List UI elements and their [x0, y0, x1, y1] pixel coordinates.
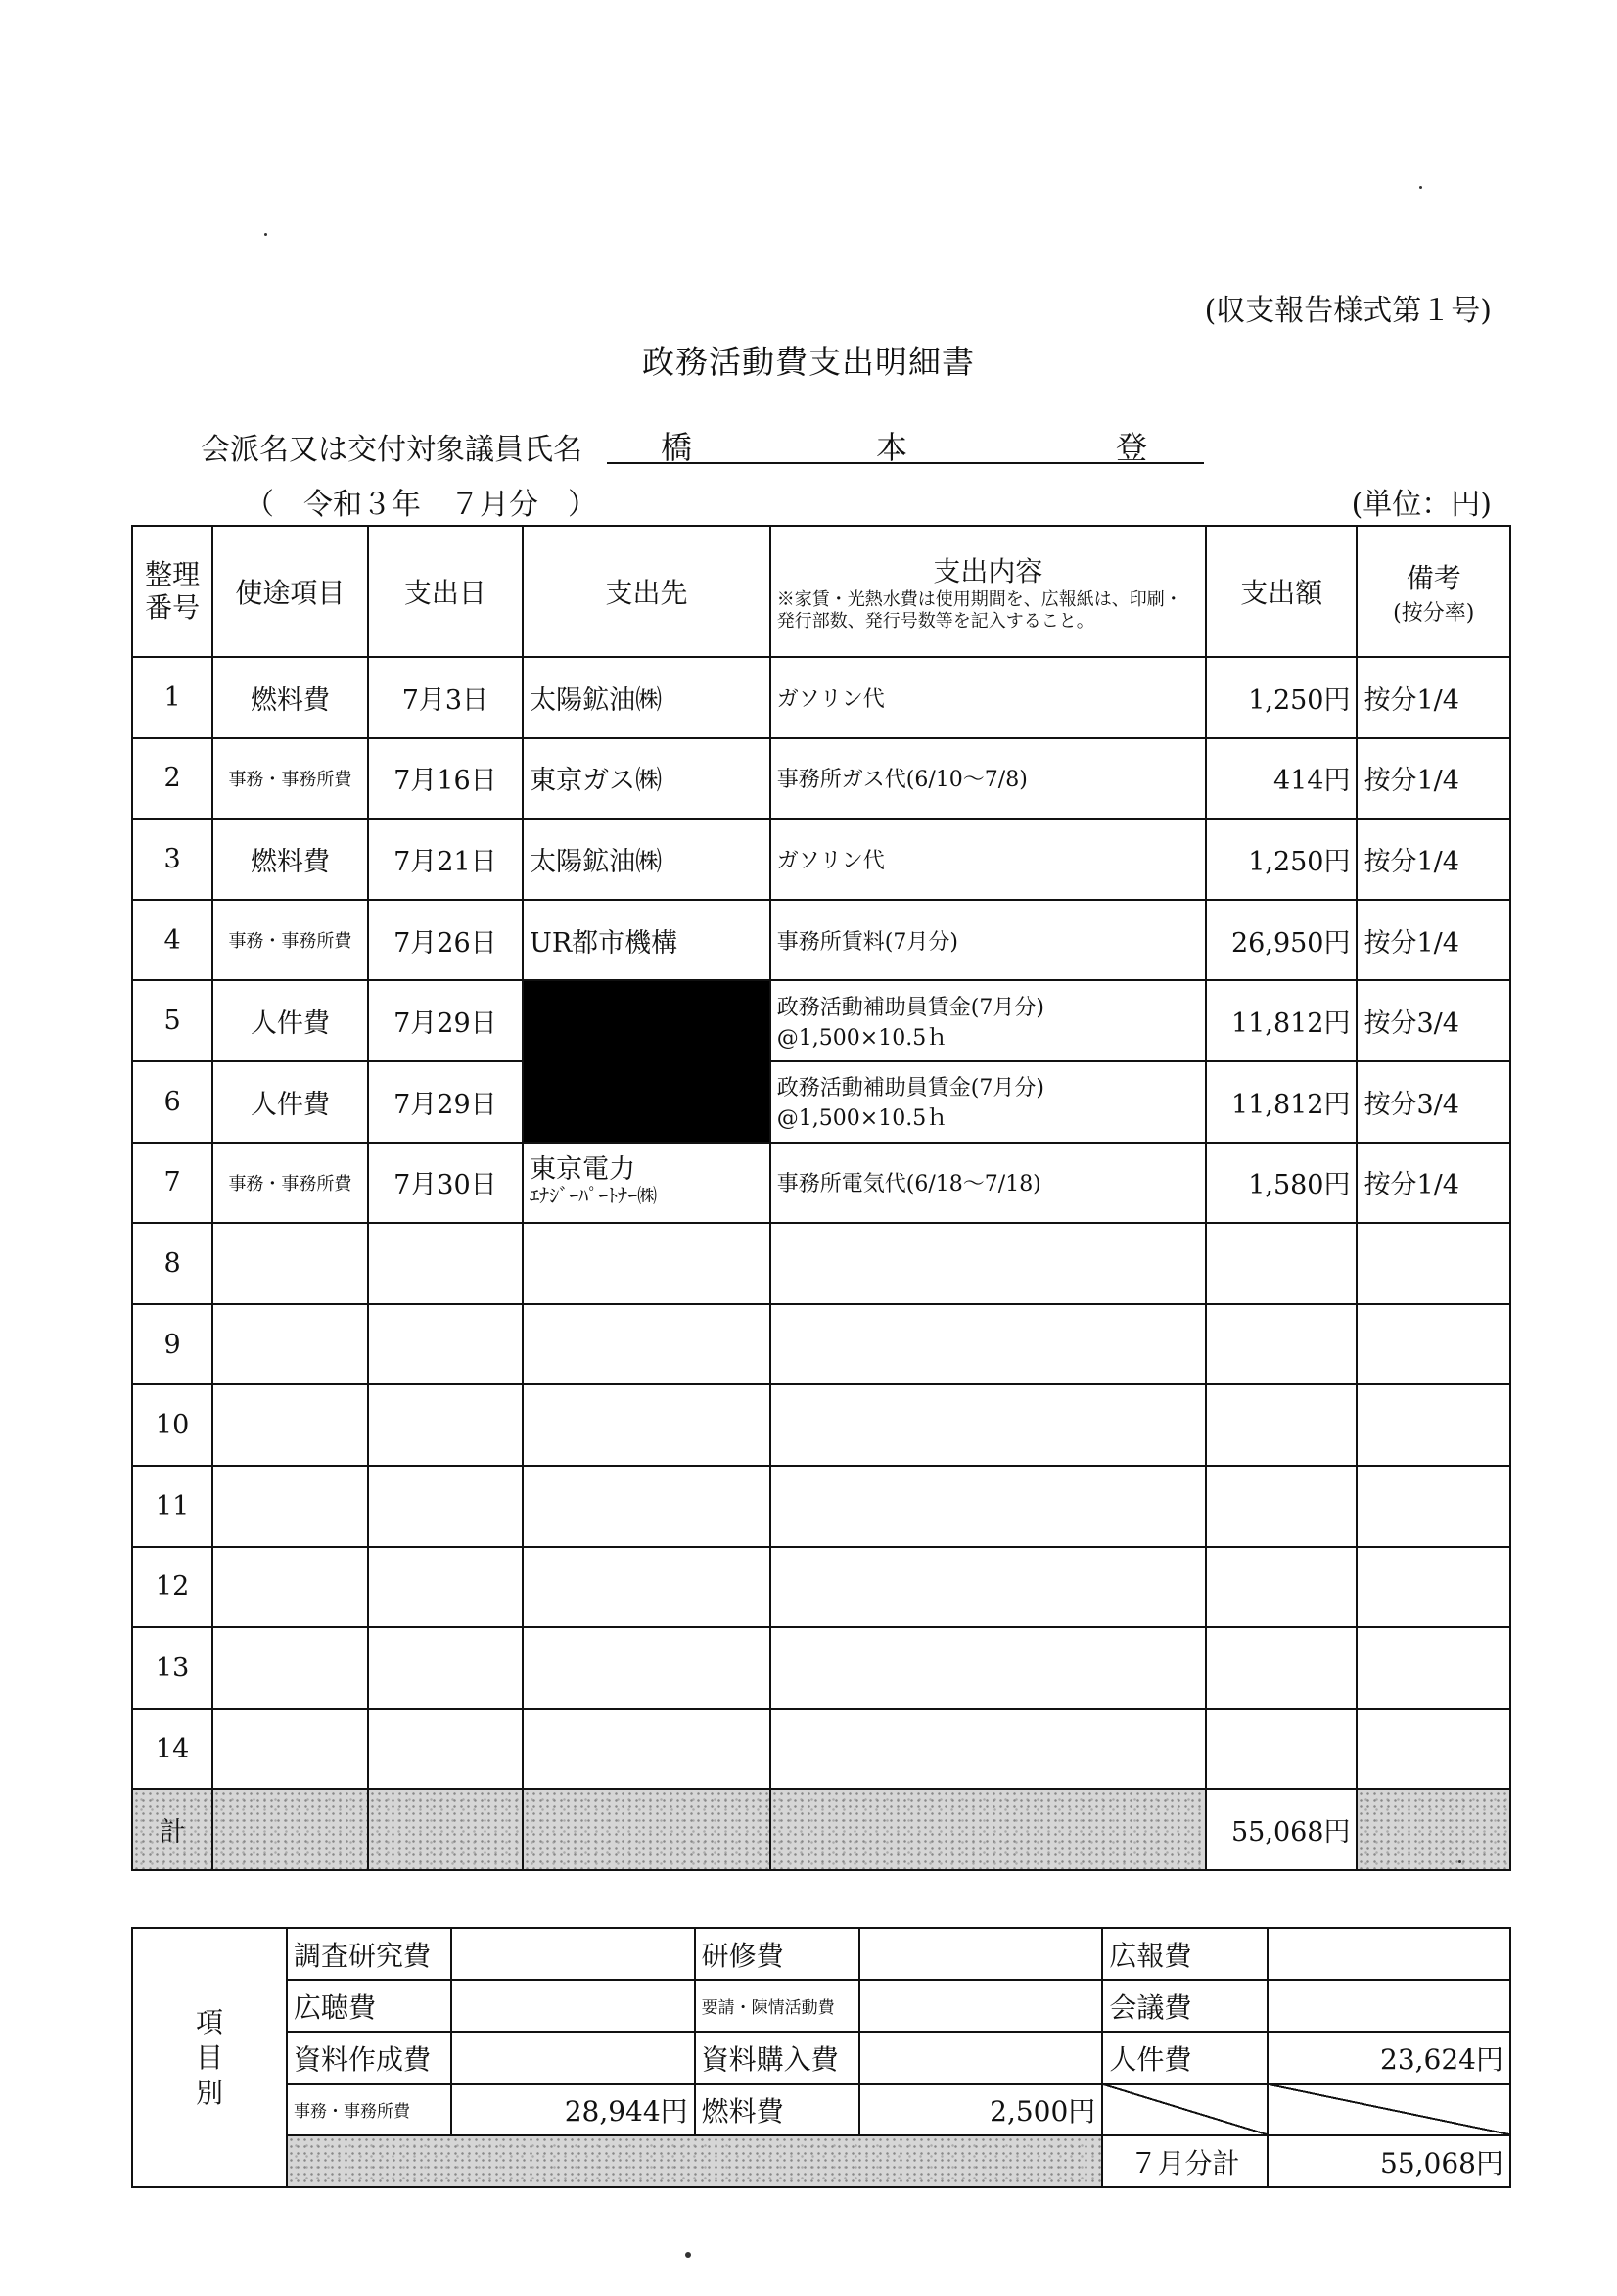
amount-cell: [1206, 1384, 1357, 1466]
note-cell: 按分1/4: [1357, 900, 1510, 981]
note-cell: 按分1/4: [1357, 1143, 1510, 1224]
content-line-1: 政務活動補助員賃金(7月分): [776, 1076, 1044, 1101]
row-number: 11: [132, 1466, 212, 1547]
amount-cell: 11,812円: [1206, 1061, 1357, 1143]
item-cell: 事務・事務所費: [212, 900, 367, 981]
header-note-main: 備考: [1406, 561, 1461, 594]
table-row: [132, 1547, 1510, 1628]
name-label: 会派名又は交付対象議員氏名: [201, 433, 582, 467]
table-row: [132, 1223, 1510, 1304]
header-amount: 支出額: [1206, 526, 1357, 657]
summary-table: [131, 1927, 1511, 2188]
note-cell: [1357, 1304, 1510, 1385]
row-number: 8: [132, 1223, 212, 1304]
expense-table: [131, 525, 1511, 1871]
summary-value: [859, 1980, 1102, 2032]
header-note: [1357, 526, 1510, 657]
note-cell: [1357, 1627, 1510, 1709]
header-content: [770, 526, 1206, 657]
date-cell: 7月26日: [368, 900, 523, 981]
payee-sub: ｴﾅｼﾞｰﾊﾟｰﾄﾅｰ㈱: [530, 1183, 658, 1207]
summary-heading: 項 目 別: [132, 1928, 287, 2187]
summary-label: 人件費: [1102, 2032, 1267, 2084]
content-cell: [770, 1384, 1206, 1466]
header-note-sub: (按分率): [1393, 600, 1475, 626]
total-row: [132, 1789, 1510, 1870]
note-cell: 按分1/4: [1357, 657, 1510, 738]
summary-crossed-cell: [1102, 2084, 1267, 2135]
row-number: 10: [132, 1384, 212, 1466]
payee-cell: [523, 1466, 770, 1547]
amount-cell: 26,950円: [1206, 900, 1357, 981]
date-cell: 7月29日: [368, 980, 523, 1061]
summary-crossed-cell: [1268, 2084, 1510, 2135]
name-char-1: 橋: [661, 429, 693, 466]
row-number: 6: [132, 1061, 212, 1143]
header-date: 支出日: [368, 526, 523, 657]
header-item: 使途項目: [212, 526, 367, 657]
date-cell: 7月16日: [368, 738, 523, 820]
name-underline: [607, 423, 1204, 464]
row-number: 2: [132, 738, 212, 820]
document-title: 政務活動費支出明細書: [642, 343, 975, 381]
content-cell: [770, 1466, 1206, 1547]
total-amount: 55,068円: [1206, 1789, 1357, 1870]
note-cell: 按分3/4: [1357, 980, 1510, 1061]
summary-value: [451, 2032, 694, 2084]
form-number: (収支報告様式第１号): [1204, 294, 1492, 328]
note-cell: 按分1/4: [1357, 738, 1510, 820]
row-number: 3: [132, 819, 212, 900]
speck: [685, 2252, 691, 2258]
row-number: 5: [132, 980, 212, 1061]
amount-cell: [1206, 1304, 1357, 1385]
amount-cell: 1,580円: [1206, 1143, 1357, 1224]
item-cell: 燃料費: [212, 819, 367, 900]
summary-label: 資料購入費: [695, 2032, 859, 2084]
total-label: 計: [132, 1789, 212, 1870]
redacted-payee: [523, 980, 770, 1142]
date-cell: 7月3日: [368, 657, 523, 738]
item-cell: [212, 1547, 367, 1628]
date-cell: [368, 1627, 523, 1709]
date-cell: [368, 1384, 523, 1466]
table-row: [132, 1709, 1510, 1790]
date-cell: [368, 1304, 523, 1385]
summary-value: [1268, 1928, 1510, 1980]
item-cell: 人件費: [212, 980, 367, 1061]
row-number: 14: [132, 1709, 212, 1790]
note-cell: 按分3/4: [1357, 1061, 1510, 1143]
payee-cell: UR都市機構: [523, 900, 770, 981]
payee-cell: [523, 1627, 770, 1709]
total-blank: [523, 1789, 770, 1870]
row-number: 7: [132, 1143, 212, 1224]
header-content-note: ※家賃・光熱水費は使用期間を、広報紙は、印刷・発行部数、発行号数等を記入すること。: [776, 589, 1182, 632]
note-cell: [1357, 1466, 1510, 1547]
note-cell: [1357, 1709, 1510, 1790]
item-cell: 燃料費: [212, 657, 367, 738]
table-row: [132, 819, 1510, 900]
item-cell: 事務・事務所費: [212, 1143, 367, 1224]
unit-label: (単位：円): [1351, 488, 1492, 522]
summary-value: 28,944円: [451, 2084, 694, 2135]
payee-cell: [523, 1384, 770, 1466]
row-number: 4: [132, 900, 212, 981]
content-cell: [770, 980, 1206, 1061]
date-cell: 7月21日: [368, 819, 523, 900]
amount-cell: 1,250円: [1206, 657, 1357, 738]
summary-value: [859, 2032, 1102, 2084]
table-row: [132, 1466, 1510, 1547]
summary-value: [451, 1980, 694, 2032]
payee-cell: [523, 1304, 770, 1385]
period: （ 令和３年 ７月分 ）: [245, 488, 597, 522]
summary-label: 広聴費: [287, 1980, 451, 2032]
summary-value: [451, 1928, 694, 1980]
item-cell: [212, 1304, 367, 1385]
amount-cell: 11,812円: [1206, 980, 1357, 1061]
summary-label: 会議費: [1102, 1980, 1267, 2032]
date-cell: 7月29日: [368, 1061, 523, 1143]
amount-cell: [1206, 1223, 1357, 1304]
amount-cell: [1206, 1627, 1357, 1709]
summary-label: 事務・事務所費: [287, 2084, 451, 2135]
payee-cell: [523, 1143, 770, 1224]
table-row: [132, 980, 1510, 1061]
payee-cell: 太陽鉱油㈱: [523, 657, 770, 738]
content-line-1: 政務活動補助員賃金(7月分): [776, 995, 1044, 1020]
amount-cell: 414円: [1206, 738, 1357, 820]
payee-cell: [523, 1223, 770, 1304]
item-cell: 人件費: [212, 1061, 367, 1143]
summary-label: 燃料費: [695, 2084, 859, 2135]
amount-cell: [1206, 1547, 1357, 1628]
table-row: [132, 1061, 1510, 1143]
date-cell: [368, 1223, 523, 1304]
speck: [264, 233, 267, 236]
content-cell: [770, 1547, 1206, 1628]
summary-value: [859, 1928, 1102, 1980]
content-cell: ガソリン代: [770, 657, 1206, 738]
item-cell: 事務・事務所費: [212, 738, 367, 820]
name-row: [201, 425, 582, 468]
summary-label: 広報費: [1102, 1928, 1267, 1980]
total-blank: [770, 1789, 1206, 1870]
payee-name: 東京電力: [530, 1153, 636, 1185]
summary-total-label: ７月分計: [1102, 2135, 1267, 2187]
summary-label: 資料作成費: [287, 2032, 451, 2084]
row-number: 9: [132, 1304, 212, 1385]
name-char-2: 本: [876, 429, 908, 466]
content-cell: [770, 1627, 1206, 1709]
content-cell: 事務所ガス代(6/10～7/8): [770, 738, 1206, 820]
amount-cell: [1206, 1466, 1357, 1547]
content-line-2: @1,500×10.5ｈ: [776, 1106, 948, 1132]
row-number: 13: [132, 1627, 212, 1709]
payee-cell: 太陽鉱油㈱: [523, 819, 770, 900]
total-blank: [1357, 1789, 1510, 1870]
item-cell: [212, 1627, 367, 1709]
note-cell: [1357, 1223, 1510, 1304]
item-cell: [212, 1709, 367, 1790]
item-cell: [212, 1223, 367, 1304]
note-cell: [1357, 1384, 1510, 1466]
note-cell: 按分1/4: [1357, 819, 1510, 900]
item-cell: [212, 1384, 367, 1466]
content-cell: [770, 1304, 1206, 1385]
table-row: [132, 1627, 1510, 1709]
table-row: [132, 1304, 1510, 1385]
date-cell: [368, 1466, 523, 1547]
content-cell: [770, 1061, 1206, 1143]
table-header-row: [132, 526, 1510, 657]
summary-label: 研修費: [695, 1928, 859, 1980]
summary-value: 2,500円: [859, 2084, 1102, 2135]
date-cell: [368, 1709, 523, 1790]
content-cell: 事務所電気代(6/18～7/18): [770, 1143, 1206, 1224]
speck: [1458, 1860, 1461, 1863]
summary-label: 調査研究費: [287, 1928, 451, 1980]
date-cell: 7月30日: [368, 1143, 523, 1224]
total-blank: [368, 1789, 523, 1870]
table-row: [132, 1384, 1510, 1466]
note-cell: [1357, 1547, 1510, 1628]
summary-value: 23,624円: [1268, 2032, 1510, 2084]
summary-value: [1268, 1980, 1510, 2032]
summary-shaded-cell: [287, 2135, 1102, 2187]
row-number: 12: [132, 1547, 212, 1628]
name-char-3: 登: [1116, 429, 1148, 466]
payee-cell: [523, 1709, 770, 1790]
amount-cell: [1206, 1709, 1357, 1790]
content-line-2: @1,500×10.5ｈ: [776, 1025, 948, 1051]
summary-label: 要請・陳情活動費: [695, 1980, 859, 2032]
summary-total-value: 55,068円: [1268, 2135, 1510, 2187]
total-blank: [212, 1789, 367, 1870]
item-cell: [212, 1466, 367, 1547]
table-row: [132, 657, 1510, 738]
content-cell: 事務所賃料(7月分): [770, 900, 1206, 981]
content-cell: [770, 1709, 1206, 1790]
date-cell: [368, 1547, 523, 1628]
content-cell: ガソリン代: [770, 819, 1206, 900]
table-row: [132, 900, 1510, 981]
amount-cell: 1,250円: [1206, 819, 1357, 900]
payee-cell: [523, 1547, 770, 1628]
payee-cell: 東京ガス㈱: [523, 738, 770, 820]
header-payee: 支出先: [523, 526, 770, 657]
table-row: [132, 1143, 1510, 1224]
content-cell: [770, 1223, 1206, 1304]
table-row: [132, 738, 1510, 820]
row-number: 1: [132, 657, 212, 738]
header-content-main: 支出内容: [933, 555, 1043, 587]
header-no: 整理番号: [132, 526, 212, 657]
speck: [1419, 186, 1422, 189]
